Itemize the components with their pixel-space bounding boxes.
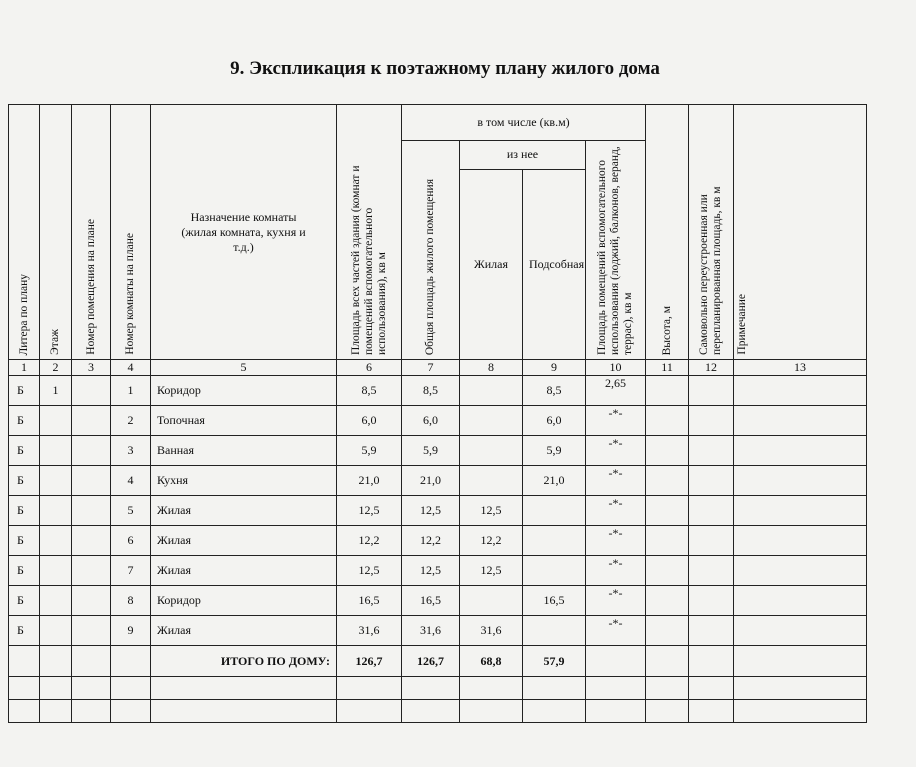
empty-cell (734, 586, 867, 616)
cell-room: 2 (111, 406, 151, 436)
cell-living: 12,5 (460, 496, 523, 526)
cell-room: 8 (111, 586, 151, 616)
empty-cell (689, 616, 734, 646)
cell-aux (523, 556, 586, 586)
cell-all: 12,5 (337, 556, 402, 586)
empty-cell (72, 376, 111, 406)
table-row (9, 436, 867, 466)
empty-cell (72, 436, 111, 466)
empty-cell (72, 406, 111, 436)
cell-total: 6,0 (402, 406, 460, 436)
cell-living: 12,2 (460, 526, 523, 556)
cell-total: 5,9 (402, 436, 460, 466)
empty-cell (689, 436, 734, 466)
empty-cell (734, 616, 867, 646)
cell-aux: 5,9 (523, 436, 586, 466)
cell-litera: Б (9, 586, 40, 616)
column-number: 10 (586, 360, 646, 376)
total-all: 126,7 (337, 646, 402, 677)
column-number: 7 (402, 360, 460, 376)
table-row (9, 376, 867, 406)
cell-aux (523, 616, 586, 646)
header-obshchaya: Общая площадь жилого помещения (402, 141, 460, 360)
table-row (9, 586, 867, 616)
totals-row (9, 646, 867, 677)
cell-room: 3 (111, 436, 151, 466)
empty-cell (646, 586, 689, 616)
cell-all: 8,5 (337, 376, 402, 406)
cell-living (460, 406, 523, 436)
cell-aux: 16,5 (523, 586, 586, 616)
total-total: 126,7 (402, 646, 460, 677)
cell-room: 5 (111, 496, 151, 526)
cell-total: 16,5 (402, 586, 460, 616)
cell-all: 5,9 (337, 436, 402, 466)
table-row (9, 406, 867, 436)
header-vspomogatelnye: Площадь помещений вспомогательного использования (лоджий, балконов, веранд, террас), кв м (586, 141, 646, 360)
empty-cell (689, 526, 734, 556)
column-number: 13 (734, 360, 867, 376)
cell-etazh (40, 466, 72, 496)
cell-name: Жилая (151, 526, 337, 556)
empty-cell (646, 406, 689, 436)
header-vysota: Высота, м (646, 105, 689, 360)
header-v-tom-chisle: в том числе (кв.м) (402, 105, 646, 141)
explication-table (8, 104, 867, 723)
cell-litera: Б (9, 496, 40, 526)
cell-litera: Б (9, 436, 40, 466)
empty-cell (72, 526, 111, 556)
cell-all: 12,5 (337, 496, 402, 526)
column-number: 3 (72, 360, 111, 376)
empty-cell (734, 466, 867, 496)
empty-cell (734, 526, 867, 556)
column-number: 5 (151, 360, 337, 376)
cell-etazh: 1 (40, 376, 72, 406)
total-aux: 57,9 (523, 646, 586, 677)
cell-litera: Б (9, 526, 40, 556)
cell-name: Коридор (151, 376, 337, 406)
empty-cell (689, 586, 734, 616)
document-title: 9. Экспликация к поэтажному плану жилого дома (230, 58, 660, 79)
cell-height: -*- (586, 496, 646, 526)
header-ploshchad-vseh: Площадь всех частей здания (комнат и помещений вспомогательного использования), кв м (337, 105, 402, 360)
header-podsobnaya: Подсобная (523, 169, 586, 359)
cell-height: -*- (586, 556, 646, 586)
cell-height: -*- (586, 406, 646, 436)
column-number: 6 (337, 360, 402, 376)
empty-cell (646, 556, 689, 586)
cell-room: 9 (111, 616, 151, 646)
cell-aux (523, 526, 586, 556)
cell-etazh (40, 586, 72, 616)
empty-cell (646, 376, 689, 406)
column-number: 9 (523, 360, 586, 376)
column-number: 11 (646, 360, 689, 376)
cell-name: Жилая (151, 616, 337, 646)
cell-name: Топочная (151, 406, 337, 436)
table-row (9, 556, 867, 586)
table-row (9, 616, 867, 646)
cell-litera: Б (9, 616, 40, 646)
cell-all: 12,2 (337, 526, 402, 556)
header-zhilaya: Жилая (460, 169, 523, 359)
cell-name: Жилая (151, 556, 337, 586)
cell-etazh (40, 406, 72, 436)
empty-cell (734, 406, 867, 436)
cell-litera: Б (9, 466, 40, 496)
column-number: 8 (460, 360, 523, 376)
table-row (9, 466, 867, 496)
header-iz-nee: из нее (460, 141, 586, 170)
empty-cell (734, 556, 867, 586)
cell-height: -*- (586, 466, 646, 496)
cell-height: -*- (586, 616, 646, 646)
empty-cell (689, 376, 734, 406)
empty-cell (689, 406, 734, 436)
empty-row (9, 677, 867, 700)
header-nomer-pomeshcheniya: Номер помещения на плане (72, 105, 111, 360)
empty-cell (646, 436, 689, 466)
cell-living (460, 586, 523, 616)
cell-name: Жилая (151, 496, 337, 526)
cell-all: 31,6 (337, 616, 402, 646)
cell-living: 12,5 (460, 556, 523, 586)
table-row (9, 496, 867, 526)
header-litera: Литера по плану (9, 105, 40, 360)
empty-cell (734, 496, 867, 526)
cell-litera: Б (9, 556, 40, 586)
cell-all: 6,0 (337, 406, 402, 436)
cell-total: 8,5 (402, 376, 460, 406)
column-number-row (9, 360, 867, 376)
cell-height: -*- (586, 586, 646, 616)
cell-total: 31,6 (402, 616, 460, 646)
cell-aux: 8,5 (523, 376, 586, 406)
empty-cell (646, 466, 689, 496)
header-etazh: Этаж (40, 105, 72, 360)
column-number: 12 (689, 360, 734, 376)
cell-total: 12,2 (402, 526, 460, 556)
cell-all: 21,0 (337, 466, 402, 496)
cell-living: 31,6 (460, 616, 523, 646)
empty-cell (72, 586, 111, 616)
totals-label: ИТОГО ПО ДОМУ: (151, 646, 337, 677)
empty-cell (734, 376, 867, 406)
empty-cell (72, 466, 111, 496)
column-number: 2 (40, 360, 72, 376)
header-samovolno: Самовольно переустроенная или перепланированная площадь, кв м (689, 105, 734, 360)
cell-living (460, 466, 523, 496)
cell-total: 12,5 (402, 496, 460, 526)
table-row (9, 526, 867, 556)
empty-cell (72, 496, 111, 526)
cell-etazh (40, 526, 72, 556)
cell-room: 1 (111, 376, 151, 406)
cell-name: Коридор (151, 586, 337, 616)
cell-aux (523, 496, 586, 526)
header-nomer-komnaty: Номер комнаты на плане (111, 105, 151, 360)
cell-etazh (40, 436, 72, 466)
cell-total: 21,0 (402, 466, 460, 496)
empty-cell (646, 526, 689, 556)
cell-etazh (40, 616, 72, 646)
cell-litera: Б (9, 376, 40, 406)
header-naznachenie: Назначение комнаты (жилая комната, кухня и т.д.) (151, 105, 337, 360)
cell-room: 6 (111, 526, 151, 556)
cell-height: 2,65 (586, 376, 646, 406)
empty-cell (734, 436, 867, 466)
cell-etazh (40, 556, 72, 586)
header-primechanie: Примечание (734, 105, 867, 360)
cell-name: Кухня (151, 466, 337, 496)
empty-cell (72, 616, 111, 646)
cell-living (460, 376, 523, 406)
cell-height: -*- (586, 526, 646, 556)
empty-cell (689, 466, 734, 496)
cell-room: 7 (111, 556, 151, 586)
cell-litera: Б (9, 406, 40, 436)
cell-height: -*- (586, 436, 646, 466)
empty-cell (689, 556, 734, 586)
empty-row (9, 700, 867, 723)
cell-name: Ванная (151, 436, 337, 466)
cell-total: 12,5 (402, 556, 460, 586)
cell-living (460, 436, 523, 466)
cell-all: 16,5 (337, 586, 402, 616)
cell-aux: 6,0 (523, 406, 586, 436)
empty-cell (646, 496, 689, 526)
total-living: 68,8 (460, 646, 523, 677)
column-number: 4 (111, 360, 151, 376)
empty-cell (646, 616, 689, 646)
empty-cell (72, 556, 111, 586)
cell-aux: 21,0 (523, 466, 586, 496)
empty-cell (689, 496, 734, 526)
cell-room: 4 (111, 466, 151, 496)
column-number: 1 (9, 360, 40, 376)
cell-etazh (40, 496, 72, 526)
